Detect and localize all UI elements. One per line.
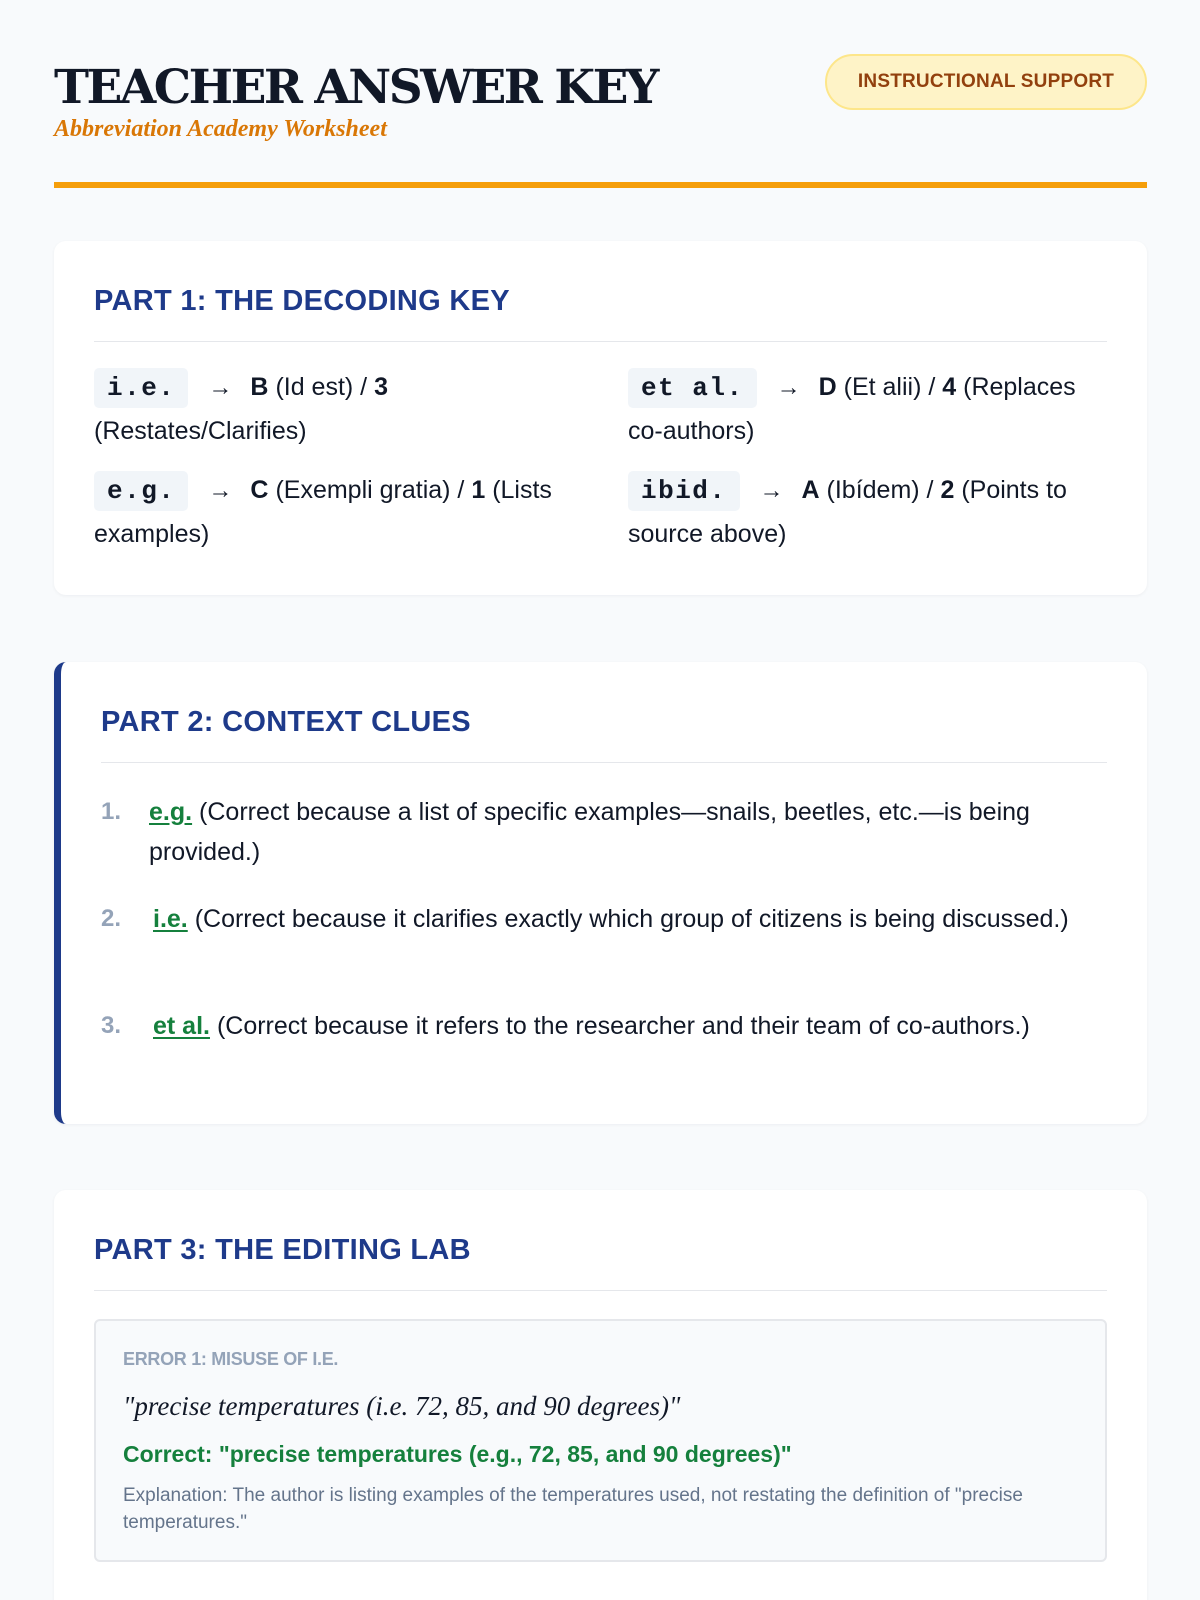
abbreviation-code: et al. xyxy=(628,368,757,408)
error-box xyxy=(94,1319,1107,1562)
clue-item xyxy=(101,792,1111,872)
key-item-etal xyxy=(628,366,1106,453)
number-answer: 1 xyxy=(471,476,486,504)
error-quote: "precise temperatures (i.e. 72, 85, and 90 degrees)" xyxy=(123,1391,681,1421)
arrow-right-icon: → xyxy=(776,374,801,401)
divider xyxy=(94,1290,1107,1291)
abbreviation-code: e.g. xyxy=(94,471,188,511)
number-answer: 4 xyxy=(942,373,957,401)
arrow-right-icon: → xyxy=(208,374,233,401)
instructional-support-badge: INSTRUCTIONAL SUPPORT xyxy=(825,54,1147,110)
clue-item xyxy=(101,899,1111,939)
usage-description: (Replaces co-authors) xyxy=(628,373,1076,445)
letter-answer: A xyxy=(801,476,820,504)
number-answer: 2 xyxy=(940,476,955,504)
clue-answer: i.e. xyxy=(153,905,188,933)
latin-meaning: (Ibídem) / xyxy=(826,476,941,504)
key-item-ie xyxy=(94,366,572,453)
clue-explanation: (Correct because a list of specific examples—snails, beetles, etc.—is being provided.) xyxy=(149,798,1030,866)
latin-meaning: (Et alii) / xyxy=(843,373,943,401)
clue-number: 1. xyxy=(101,798,122,825)
usage-description: (Lists examples) xyxy=(94,476,552,548)
clue-explanation: (Correct because it clarifies exactly which group of citizens is being discussed.) xyxy=(194,905,1069,933)
key-item-eg xyxy=(94,469,572,556)
letter-answer: C xyxy=(250,476,269,504)
number-answer: 3 xyxy=(374,373,388,401)
divider xyxy=(101,762,1107,763)
usage-description: (Points to source above) xyxy=(628,476,1067,548)
context-clues-card xyxy=(54,662,1147,1124)
usage-description: (Restates/Clarifies) xyxy=(94,417,307,445)
section-title-part2: PART 2: CONTEXT CLUES xyxy=(101,706,471,738)
clue-number: 3. xyxy=(101,1012,122,1039)
error-label: ERROR 1: MISUSE OF I.E. xyxy=(123,1349,339,1369)
editing-lab-card xyxy=(54,1190,1147,1600)
page-title: TEACHER ANSWER KEY xyxy=(54,60,657,115)
abbreviation-code: i.e. xyxy=(94,368,188,408)
arrow-right-icon: → xyxy=(208,477,233,504)
clue-number: 2. xyxy=(101,905,122,932)
clue-answer: e.g. xyxy=(149,798,193,826)
error-correction: Correct: "precise temperatures (e.g., 72, 85, and 90 degrees)" xyxy=(123,1441,792,1467)
clue-item xyxy=(101,1006,1111,1046)
key-item-ibid xyxy=(628,469,1106,556)
section-title-part1: PART 1: THE DECODING KEY xyxy=(94,285,510,317)
page-subtitle: Abbreviation Academy Worksheet xyxy=(54,116,387,142)
abbreviation-code: ibid. xyxy=(628,471,740,511)
letter-answer: B xyxy=(250,373,269,401)
page-header xyxy=(54,54,1147,188)
divider xyxy=(94,341,1107,342)
section-title-part3: PART 3: THE EDITING LAB xyxy=(94,1234,471,1266)
letter-answer: D xyxy=(818,373,837,401)
decoding-key-card xyxy=(54,241,1147,595)
clue-explanation: (Correct because it refers to the researcher and their team of co-authors.) xyxy=(216,1012,1030,1040)
clue-answer: et al. xyxy=(153,1012,210,1040)
latin-meaning: (Id est) / xyxy=(275,373,375,401)
error-explanation: Explanation: The author is listing examples of the temperatures used, not restating the definition of "precise temperatures." xyxy=(123,1485,1023,1533)
arrow-right-icon: → xyxy=(759,477,784,504)
latin-meaning: (Exempli gratia) / xyxy=(275,476,472,504)
